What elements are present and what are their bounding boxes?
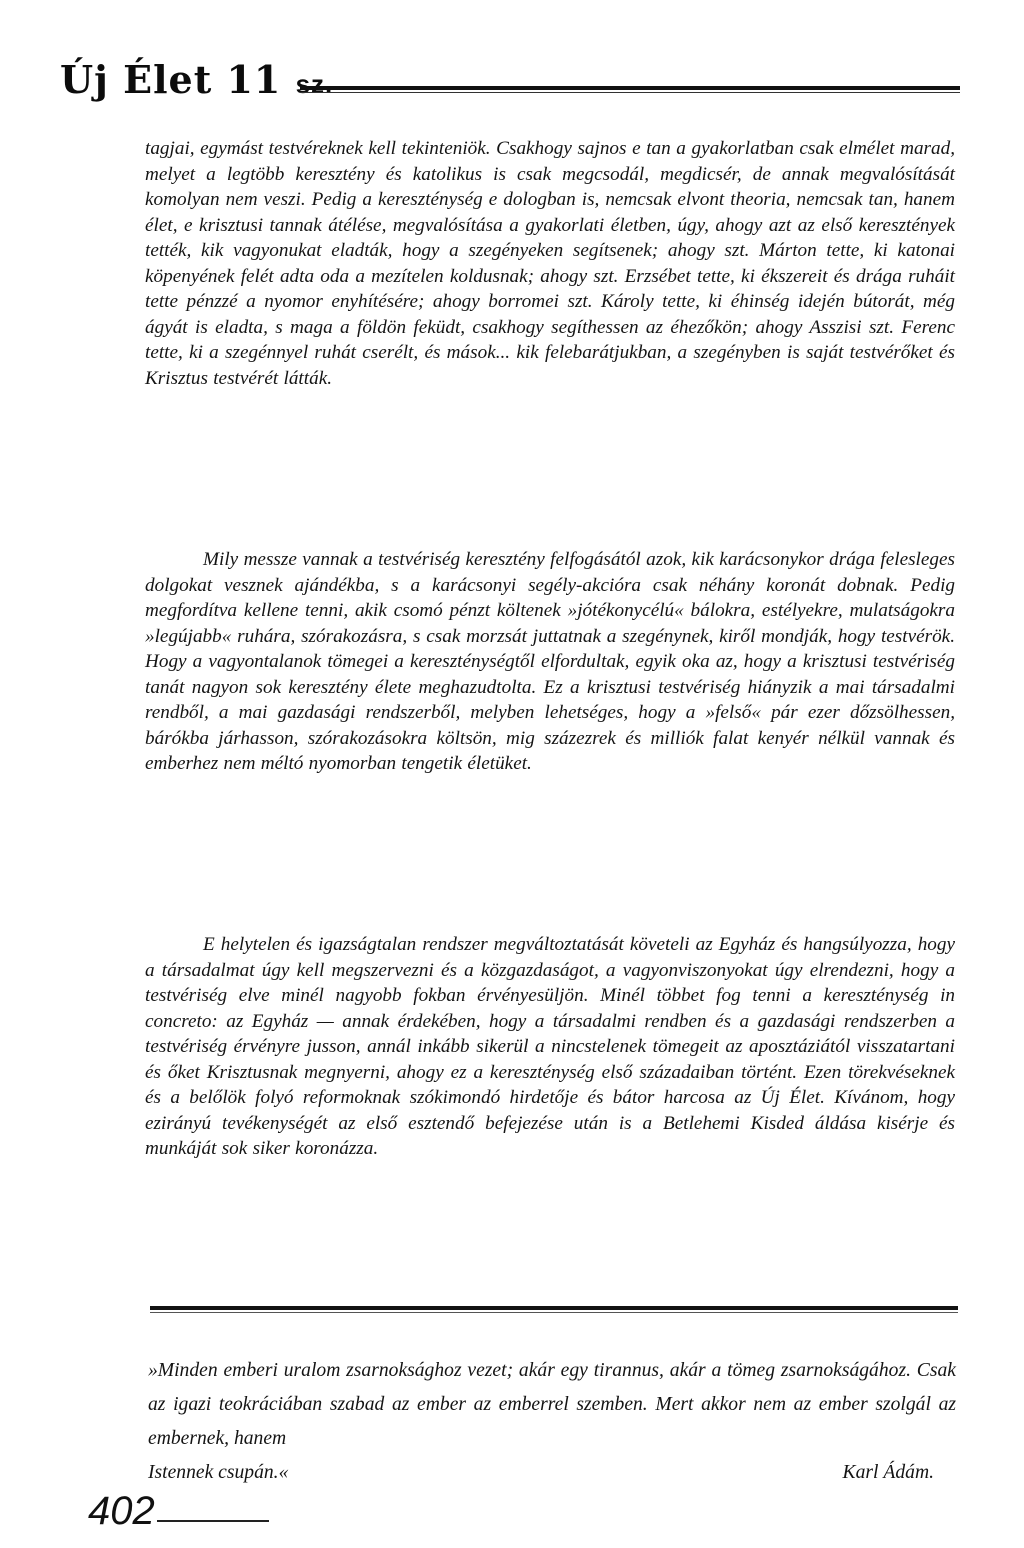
paragraph-text: Mily messze vannak a testvériség keresztény felfogásától azok, kik karácsonykor drága felesleges dolgokat vesznek ajándékba, s a karácsonyi segély-akcióra csak néhány koronát dobnak. Pedig megfordítva kellene tenni, akik csomó pénzt költenek »jótékonycélú« bálokra, estélyekre, mulatságokra »legújabb« ruhára, szórakozásra, s csak morzsát juttatnak a szegénynek, kiről mondják, hogy testvérök. Hogy a vagyontalanok tömegei a kereszténységtől elfordultak, egyik oka az, hogy a krisztusi testvériség tanát nagyon sok keresztény élete meghazudtolta. Ez a krisztusi testvériség hiányzik a mai társadalmi rendből, a mai gazdasági rendszerből, melyben lehetséges, hogy a »felső« pár ezer dőzsölhessen, bárókba járhasson, szórakozásokra költsön, mig százezrek és milliók falat kenyér nélkül vannak és emberhez nem méltó nyomorban tengetik életüket. — [145, 549, 955, 774]
page-number: 402 — [88, 1489, 155, 1533]
paragraph-text: tagjai, egymást testvéreknek kell tekinteniök. Csakhogy sajnos e tan a gyakorlatban csak elmélet marad, melyet a legtöbb keresztény és katolikus is csak megcsodál, megdicsér, de annak megvalósítását komolyan nem veszi. Pedig a kereszténység e dologban is, nemcsak elvont theoria, nemcsak tan, hanem élet, e krisztusi tannak átélése, megvalósítása a gyakorlati életben, úgy, ahogy azt az első keresztények tették, kik vagyonukat eladták, hogy a szegényeken segítsenek; ahogy szt. Márton tette, ki katonai köpenyének felét adta oda a mezítelen koldusnak; ahogy szt. Erzsébet tette, ki ékszereit és drága ruháit tette pénzzé a nyomor enyhítésére; ahogy borromei szt. Károly tette, ki éhinség idején bútorát, még ágyát is eladta, s maga a földön feküdt, csakhogy segíthessen az éhezőkön; ahogy Asszisi szt. Ferenc tette, ki a szegénnyel ruhát cserélt, és mások... kik felebarátjukban, a szegényben is saját testvérőket és Krisztus testvérét látták. — [145, 138, 955, 389]
closing-quote — [148, 1354, 956, 1490]
quote-last-line: Istennek csupán.« — [148, 1462, 289, 1483]
quote-text: »Minden emberi uralom zsarnoksághoz vezet; akár egy tirannus, akár a tömeg zsarnokságához. Csak az igazi teokráciában szabad az ember az emberrel szemben. Mert akkor nem az ember szolgál az embernek, hanem — [148, 1360, 956, 1449]
page-number-rule — [157, 1520, 269, 1522]
masthead-issue-suffix: sz. — [295, 69, 334, 99]
paragraph-brotherhood — [145, 547, 955, 777]
paragraph-continuation — [145, 136, 955, 391]
header-rule — [300, 86, 960, 90]
journal-masthead — [60, 58, 333, 106]
page-footer — [88, 1490, 269, 1532]
paragraph-text: E helytelen és igazságtalan rendszer megváltoztatását követeli az Egyház és hangsúlyozza, hogy a társadalmat úgy kell megszervezni és a közgazdaságot, a vagyonviszonyokat úgy elrendezni, hogy a testvériség elve minél nagyobb fokban érvényesüljön. Minél többet fog tenni a kereszténység in concreto: az Egyház — annak érdekében, hogy a társadalmi rendben és a gazdasági rendszerben a testvériség érvényre jusson, annál inkább sikerül a nincstelenek tömegeit az aposztáziától visszatartani és őket Krisztusnak megnyerni, ahogy ez a kereszténység első századaiban történt. Ezen törekvéseknek és a belőlök folyó reformoknak szókimondó hirdetője és bátor harcosa az Új Élet. Kívánom, hogy ezirányú tevékenységét az első esztendő befejezése után is a Betlehemi Kisded áldása kisérje és munkáját sok siker koronázza. — [145, 934, 955, 1159]
running-header — [60, 58, 960, 108]
quote-tail — [148, 1456, 956, 1490]
masthead-title: Új Élet 11 — [60, 57, 282, 102]
section-divider-thin — [150, 1312, 958, 1313]
paragraph-church — [145, 932, 955, 1162]
quote-author: Karl Ádám. — [842, 1462, 934, 1483]
section-divider — [150, 1306, 958, 1310]
